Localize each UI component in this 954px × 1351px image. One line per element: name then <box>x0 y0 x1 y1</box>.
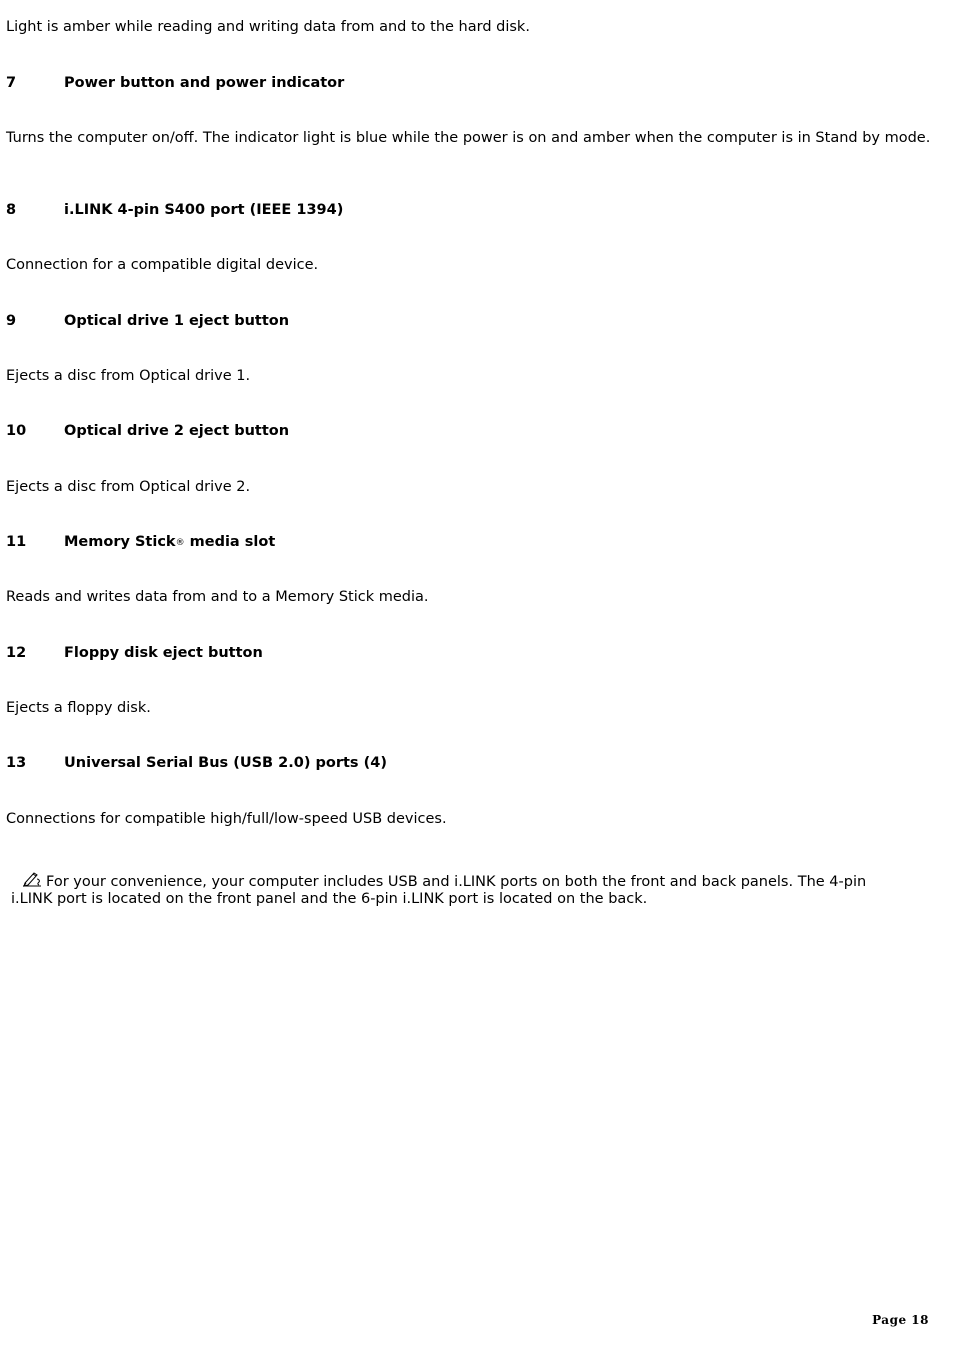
item-description-11: Reads and writes data from and to a Memory Stick media. <box>6 589 429 605</box>
item-title: Power button and power indicator <box>64 75 345 91</box>
item-description-7: Turns the computer on/off. The indicator light is blue while the power is on and amber when the computer is in Stand by mode. <box>6 130 931 146</box>
note-paragraph <box>11 870 911 908</box>
item-number: 12 <box>6 645 27 661</box>
item-description-8: Connection for a compatible digital device. <box>6 257 319 273</box>
registered-mark: ® <box>175 538 185 548</box>
item-description-13: Connections for compatible high/full/low-speed USB devices. <box>6 811 447 827</box>
item-title: Floppy disk eject button <box>64 645 263 661</box>
item-title: i.LINK 4-pin S400 port (IEEE 1394) <box>64 202 344 218</box>
item-number: 9 <box>6 313 17 329</box>
item-title-main: Memory Stick <box>64 534 176 550</box>
page-number: Page 18 <box>872 1313 929 1327</box>
item-number: 7 <box>6 75 17 91</box>
note-text: For your convenience, your computer includes USB and i.LINK ports on both the front and back panels. The 4-pin i.LINK port is located on the front panel and the 6-pin i.LINK port is located on the back. <box>11 874 867 907</box>
item-description-9: Ejects a disc from Optical drive 1. <box>6 368 251 384</box>
item-description-12: Ejects a floppy disk. <box>6 700 151 716</box>
item-title: Universal Serial Bus (USB 2.0) ports (4) <box>64 755 387 771</box>
item-number: 10 <box>6 423 27 439</box>
item-title-suffix: media slot <box>184 534 276 550</box>
item-number: 8 <box>6 202 17 218</box>
item-number: 13 <box>6 755 27 771</box>
intro-paragraph: Light is amber while reading and writing data from and to the hard disk. <box>6 19 530 35</box>
item-title: Optical drive 1 eject button <box>64 313 290 329</box>
item-title: Optical drive 2 eject button <box>64 423 290 439</box>
item-number: 11 <box>6 534 27 550</box>
item-title <box>64 534 275 552</box>
item-description-10: Ejects a disc from Optical drive 2. <box>6 479 251 495</box>
note-pencil-icon <box>21 870 43 888</box>
